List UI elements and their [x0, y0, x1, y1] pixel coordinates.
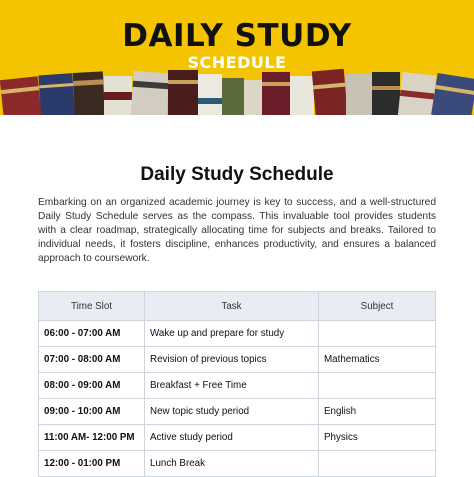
- banner-subtitle: SCHEDULE: [187, 53, 287, 72]
- time-cell: 06:00 - 07:00 AM: [39, 321, 145, 347]
- banner-title: DAILY STUDY: [122, 18, 352, 54]
- time-cell: 08:00 - 09:00 AM: [39, 373, 145, 399]
- table-row: [39, 399, 436, 425]
- subject-cell: Physics: [319, 425, 436, 451]
- subject-cell: Mathematics: [319, 347, 436, 373]
- table-row: [39, 373, 436, 399]
- schedule-table: [38, 291, 436, 477]
- subject-cell: [319, 321, 436, 347]
- document-title: Daily Study Schedule: [140, 164, 334, 185]
- time-cell: 12:00 - 01:00 PM: [39, 451, 145, 477]
- task-cell: Lunch Break: [145, 451, 319, 477]
- task-cell: Revision of previous topics: [145, 347, 319, 373]
- time-cell: 09:00 - 10:00 AM: [39, 399, 145, 425]
- subject-cell: [319, 451, 436, 477]
- table-row: [39, 425, 436, 451]
- header-banner: [0, 0, 474, 115]
- table-header-row: [39, 292, 436, 321]
- time-cell: 11:00 AM- 12:00 PM: [39, 425, 145, 451]
- table-row: [39, 347, 436, 373]
- task-cell: Active study period: [145, 425, 319, 451]
- column-header-task: Task: [145, 292, 319, 321]
- task-cell: New topic study period: [145, 399, 319, 425]
- table-row: [39, 451, 436, 477]
- column-header-subject: Subject: [319, 292, 436, 321]
- time-cell: 07:00 - 08:00 AM: [39, 347, 145, 373]
- intro-paragraph: Embarking on an organized academic journey is key to success, and a well-structured Daily Study Schedule serves as the compass. This invaluable tool provides students with a clear roadmap, strategically allocating time for subjects and breaks. Tailored to individual needs, it fosters discipline, enhances productivity, and ensures a balanced approach to coursework.: [38, 197, 436, 265]
- subject-cell: English: [319, 399, 436, 425]
- table-row: [39, 321, 436, 347]
- column-header-time: Time Slot: [39, 292, 145, 321]
- task-cell: Wake up and prepare for study: [145, 321, 319, 347]
- task-cell: Breakfast + Free Time: [145, 373, 319, 399]
- subject-cell: [319, 373, 436, 399]
